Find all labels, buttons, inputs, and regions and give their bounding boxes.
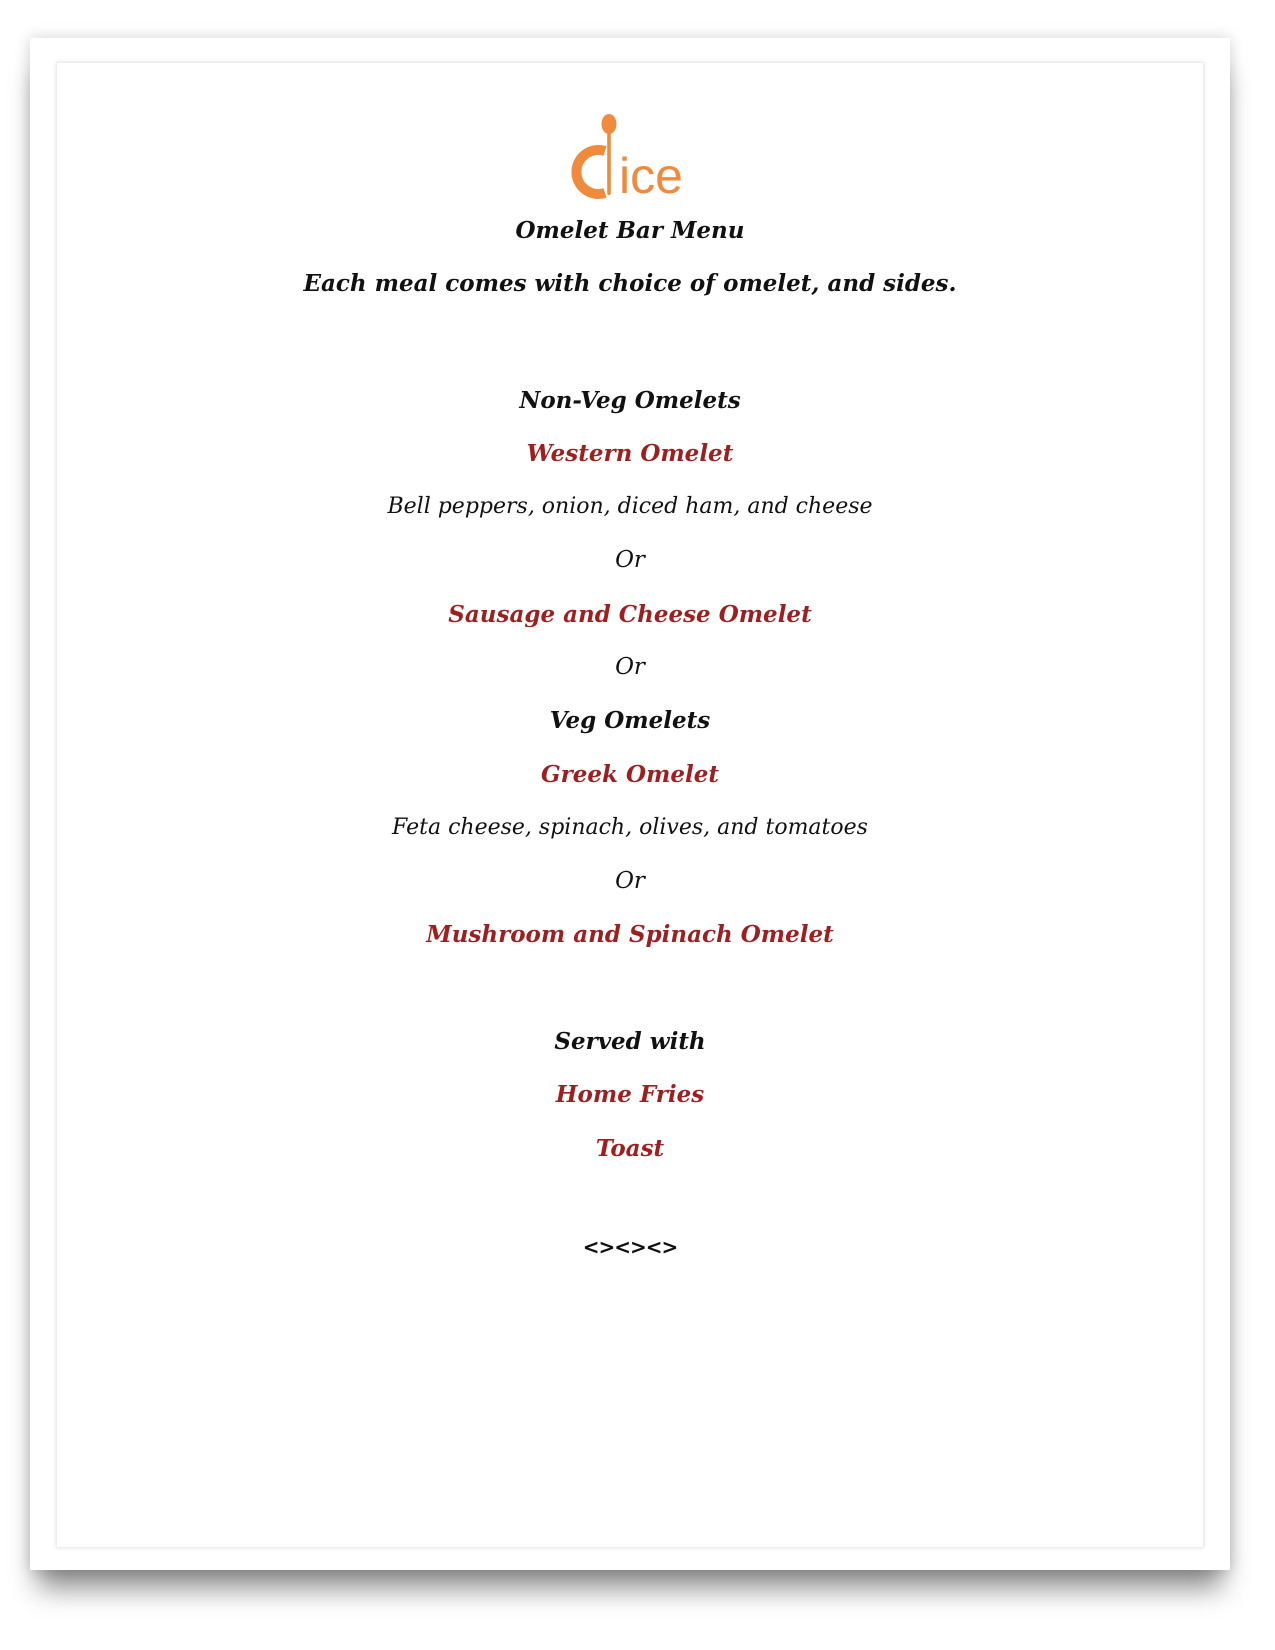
logo-spoon-bowl [602, 114, 617, 134]
item-name-sausage-cheese-omelet: Sausage and Cheese Omelet [448, 601, 812, 628]
item-name-mushroom-spinach-omelet: Mushroom and Spinach Omelet [426, 921, 834, 948]
or-separator: Or [615, 654, 645, 680]
logo-spoon-handle [607, 133, 611, 195]
item-desc-greek-omelet: Feta cheese, spinach, olives, and tomatoes [392, 815, 868, 840]
item-name-greek-omelet: Greek Omelet [541, 761, 719, 788]
section-heading-served-with: Served with [554, 1028, 706, 1055]
item-desc-western-omelet: Bell peppers, onion, diced ham, and cheese [387, 494, 873, 519]
or-separator: Or [615, 868, 645, 894]
document-page [30, 38, 1230, 1570]
logo-d-bowl [576, 150, 605, 194]
dice-logo [565, 111, 695, 211]
menu-subtitle: Each meal comes with choice of omelet, and sides. [303, 270, 957, 297]
logo-text: ice [619, 148, 683, 204]
page-border [56, 62, 1204, 1548]
section-heading-veg: Veg Omelets [549, 707, 711, 734]
section-heading-non-veg: Non-Veg Omelets [519, 387, 741, 414]
or-separator: Or [615, 547, 645, 573]
item-name-western-omelet: Western Omelet [526, 440, 734, 467]
side-item-home-fries: Home Fries [555, 1081, 705, 1108]
decorative-divider: <><><> [582, 1235, 678, 1259]
side-item-toast: Toast [595, 1135, 665, 1162]
menu-title: Omelet Bar Menu [515, 217, 745, 244]
